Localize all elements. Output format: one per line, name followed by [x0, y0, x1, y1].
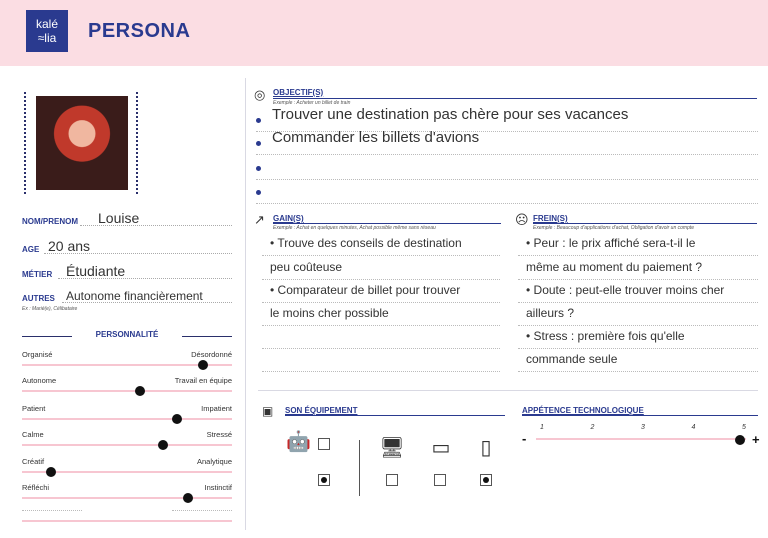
- scale-number: 3: [641, 424, 645, 431]
- brakes-example: Exemple : Beaucoup d'applications d'achat, Obligation d'avoir un compte: [533, 225, 695, 231]
- brake-line: [518, 279, 758, 303]
- brake-line: [518, 348, 758, 372]
- devices-icon: ▣: [262, 404, 274, 418]
- smartphone-icon: ▯: [480, 437, 492, 459]
- brake-line: [518, 232, 758, 256]
- objective-text: Trouver une destination pas chère pour ses vacances: [272, 106, 629, 123]
- bullet-icon: [256, 166, 261, 171]
- trait-left-label: Organisé: [22, 350, 53, 359]
- brake-text: commande seule: [526, 352, 618, 366]
- name-label: NOM/PRENOM: [22, 217, 78, 226]
- job-value: Étudiante: [66, 263, 126, 279]
- trait-row: [22, 430, 232, 452]
- objective-item: [256, 156, 758, 180]
- name-value: Louise: [98, 210, 140, 226]
- photo-frame: [24, 92, 138, 194]
- logo-line2: ≈lia: [37, 31, 57, 45]
- other-field: [22, 283, 232, 305]
- objectives-title: OBJECTIF(S): [273, 88, 324, 97]
- gain-line: [262, 302, 500, 326]
- trait-track: [22, 497, 232, 499]
- logo-line1: kalé: [35, 17, 58, 31]
- trait-right-label: Désordonné: [191, 350, 232, 359]
- trait-blank: [22, 510, 232, 522]
- equipment-title: SON ÉQUIPEMENT: [285, 406, 358, 415]
- trait-left-label: Autonome: [22, 376, 57, 385]
- brakes-title: FREIN(S): [533, 214, 568, 223]
- trait-knob[interactable]: [46, 467, 56, 477]
- header: [0, 0, 768, 66]
- equipment-rule: [285, 415, 505, 416]
- brake-line: [518, 325, 758, 349]
- tech-title: APPÉTENCE TECHNOLOGIQUE: [522, 406, 644, 415]
- objective-text: Commander les billets d'avions: [272, 129, 480, 146]
- trait-knob[interactable]: [135, 386, 145, 396]
- scale-number: 5: [742, 424, 746, 431]
- gain-line: [262, 348, 500, 372]
- gains-title: GAIN(S): [273, 214, 304, 223]
- personality-title: [22, 330, 232, 342]
- android-icon: 🤖: [286, 431, 311, 453]
- bullet-icon: [256, 141, 261, 146]
- scale-number: 4: [691, 424, 696, 431]
- trait-right-label: Impatient: [201, 404, 232, 413]
- gain-text: • Comparateur de billet pour trouver: [270, 283, 461, 297]
- objective-item: [256, 180, 758, 204]
- trait-right-label: Instinctif: [204, 483, 232, 492]
- brake-line: [518, 302, 758, 326]
- other-label: AUTRES: [22, 294, 55, 303]
- bullet-icon: [256, 190, 261, 195]
- section-separator: [258, 390, 758, 391]
- trait-right-label: Stressé: [206, 430, 232, 439]
- age-value: 20 ans: [48, 238, 91, 254]
- trait-row: [22, 483, 232, 505]
- gain-line: [262, 232, 500, 256]
- trait-row: [22, 350, 232, 372]
- desktop-icon: 🖥: [379, 437, 405, 459]
- persona-photo: [36, 96, 128, 190]
- name-field: [22, 206, 232, 228]
- gain-text: le moins cher possible: [270, 306, 389, 320]
- brake-text: • Stress : première fois qu'elle: [526, 329, 685, 343]
- desktop-checkbox[interactable]: [386, 474, 398, 486]
- age-label: AGE: [22, 245, 40, 254]
- other-value: Autonome financièrement: [66, 289, 203, 303]
- gain-line: [262, 279, 500, 303]
- brake-text: • Doute : peut-elle trouver moins cher: [526, 283, 725, 297]
- trait-left-label: Patient: [22, 404, 46, 413]
- scale-minus: -: [522, 431, 527, 446]
- trait-track: [22, 418, 232, 420]
- job-label: MÉTIER: [22, 270, 53, 279]
- brake-line: [518, 256, 758, 280]
- gains-rule: [273, 223, 501, 224]
- equipment-separator: [359, 440, 360, 496]
- trait-knob[interactable]: [158, 440, 168, 450]
- gain-line: [262, 256, 500, 280]
- trait-track: [22, 444, 232, 446]
- gain-line: [262, 325, 500, 349]
- trait-knob[interactable]: [183, 493, 193, 503]
- other-example: Ex : Marié(e), Célibataire: [22, 306, 78, 312]
- trait-row: [22, 376, 232, 398]
- brake-text: ailleurs ?: [526, 306, 575, 320]
- trait-left-label: Calme: [22, 430, 44, 439]
- brakes-rule: [533, 223, 757, 224]
- page-title: PERSONA: [88, 20, 191, 42]
- personality-title-text: PERSONNALITÉ: [95, 330, 159, 339]
- tablet-checkbox[interactable]: [434, 474, 446, 486]
- smartphone-checkbox[interactable]: [480, 474, 492, 486]
- trait-knob[interactable]: [172, 414, 182, 424]
- objective-item: [256, 131, 758, 155]
- brake-text: même au moment du paiement ?: [526, 260, 703, 274]
- logo: [26, 10, 68, 52]
- worried-face-icon: ☹: [515, 212, 529, 227]
- scale-plus: +: [752, 432, 760, 447]
- trait-row: [22, 457, 232, 479]
- job-field: [22, 259, 232, 281]
- target-icon: ◎: [254, 87, 266, 102]
- scale-number: 1: [540, 424, 544, 431]
- trait-row: [22, 404, 232, 426]
- trait-left-label: Réfléchi: [22, 483, 50, 492]
- tech-scale-knob[interactable]: [735, 435, 745, 445]
- gains-example: Exemple : Achat en quelques minutes, Achat possible même sans réseau: [273, 225, 436, 231]
- trait-right-label: Travail en équipe: [174, 376, 232, 385]
- trait-knob[interactable]: [198, 360, 208, 370]
- trait-left-label: Créatif: [22, 457, 45, 466]
- age-field: [22, 234, 232, 256]
- brake-text: • Peur : le prix affiché sera-t-il le: [526, 236, 696, 250]
- gain-text: peu coûteuse: [270, 260, 343, 274]
- apple-checkbox[interactable]: [318, 474, 330, 486]
- tech-rule: [522, 415, 758, 416]
- column-divider: [245, 78, 246, 530]
- trait-right-label: Analytique: [196, 457, 232, 466]
- bullet-icon: [256, 118, 261, 123]
- trend-up-icon: ↗: [254, 212, 265, 227]
- trait-track: [22, 390, 232, 392]
- objectives-example: Exemple : Acheter un billet de train: [273, 100, 351, 106]
- tablet-icon: ▭: [431, 437, 451, 459]
- objectives-rule: [273, 98, 757, 99]
- tech-scale-track: [536, 438, 746, 440]
- android-checkbox[interactable]: [318, 438, 330, 450]
- gain-text: • Trouve des conseils de destination: [270, 236, 462, 250]
- scale-number: 2: [590, 424, 595, 431]
